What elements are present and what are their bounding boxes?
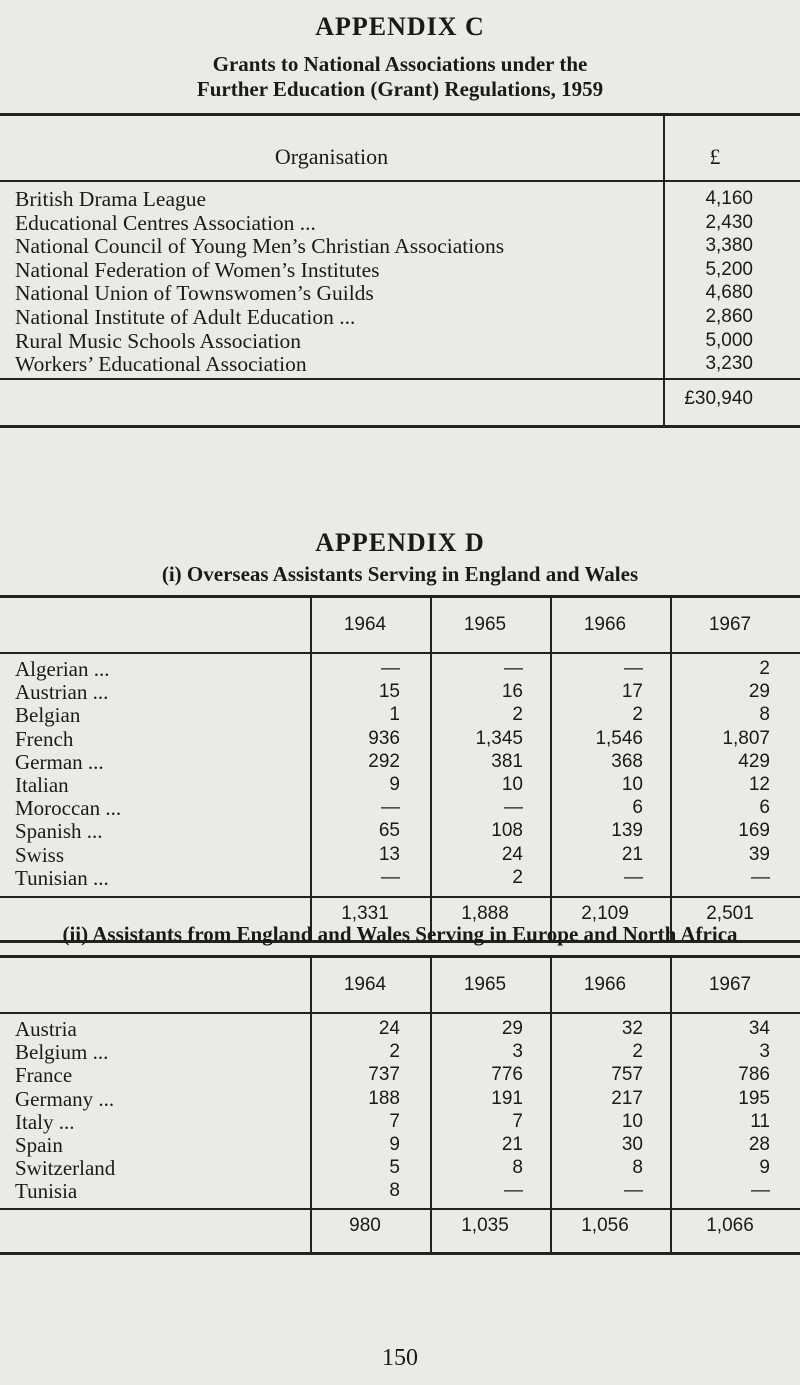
cell-value: 737 bbox=[368, 1064, 400, 1086]
appendix-c-subtitle-line2: Further Education (Grant) Regulations, 1959 bbox=[196, 77, 604, 101]
year-header: 1967 bbox=[708, 974, 752, 995]
row-label: Italian bbox=[15, 773, 69, 797]
cell-value: 139 bbox=[611, 820, 643, 842]
year-header: 1966 bbox=[583, 974, 627, 995]
cell-value: 39 bbox=[748, 843, 770, 865]
cell-value: — bbox=[381, 866, 400, 888]
cell-value: 7 bbox=[389, 1110, 400, 1132]
organisation-name: National Council of Young Men’s Christian Associations bbox=[15, 234, 505, 259]
cell-value: 10 bbox=[621, 774, 643, 795]
rule bbox=[0, 955, 800, 958]
cell-value: 9 bbox=[759, 1157, 770, 1179]
year-header: 1967 bbox=[708, 614, 752, 635]
rule bbox=[0, 180, 800, 182]
row-label: German ... bbox=[15, 749, 104, 774]
rule bbox=[0, 1208, 800, 1210]
column-total: 980 bbox=[349, 1215, 381, 1236]
cell-value: 30 bbox=[621, 1134, 643, 1155]
rule bbox=[0, 652, 800, 654]
cell-value: 6 bbox=[632, 797, 643, 819]
cell-value: — bbox=[504, 658, 523, 679]
cell-value: 21 bbox=[501, 1134, 523, 1155]
grant-amount: 5,000 bbox=[705, 329, 753, 351]
cell-value: 195 bbox=[738, 1087, 770, 1109]
row-label: France bbox=[15, 1063, 73, 1088]
cell-value: 1 bbox=[389, 704, 400, 726]
cell-value: 936 bbox=[368, 727, 400, 749]
rule bbox=[0, 1252, 800, 1255]
table1-caption: (i) Overseas Assistants Serving in England and Wales bbox=[161, 562, 639, 586]
column-total: 2,501 bbox=[706, 903, 754, 924]
cell-value: 757 bbox=[611, 1064, 643, 1086]
grant-amount: 3,380 bbox=[705, 235, 753, 257]
cell-value: 29 bbox=[501, 1018, 523, 1039]
row-label: Spain bbox=[15, 1133, 63, 1157]
cell-value: 3 bbox=[759, 1041, 770, 1063]
cell-value: 5 bbox=[389, 1157, 400, 1179]
rule bbox=[0, 595, 800, 598]
row-label: Italy ... bbox=[15, 1109, 75, 1134]
cell-value: 8 bbox=[389, 1180, 400, 1202]
cell-value: 2 bbox=[632, 1041, 643, 1063]
year-header: 1966 bbox=[583, 614, 627, 635]
row-label: Germany ... bbox=[15, 1086, 115, 1111]
cell-value: 429 bbox=[738, 750, 770, 772]
organisation-name: British Drama League bbox=[15, 187, 207, 211]
cell-value: 16 bbox=[501, 681, 523, 703]
cell-value: — bbox=[504, 1180, 523, 1202]
cell-value: 368 bbox=[611, 750, 643, 772]
appendix-c-title: APPENDIX C bbox=[315, 12, 485, 41]
column-total: 1,331 bbox=[341, 903, 389, 924]
cell-value: 188 bbox=[368, 1087, 400, 1109]
cell-value: 8 bbox=[512, 1157, 523, 1179]
cell-value: 24 bbox=[501, 843, 523, 865]
organisation-name: National Federation of Women’s Institutes bbox=[15, 257, 380, 282]
cell-value: 8 bbox=[759, 704, 770, 726]
cell-value: 29 bbox=[748, 681, 770, 703]
cell-value: 12 bbox=[748, 774, 770, 795]
cell-value: 3 bbox=[512, 1041, 523, 1063]
cell-value: 11 bbox=[750, 1110, 770, 1132]
appendix-c-subtitle-line1: Grants to National Associations under the bbox=[212, 52, 588, 76]
cell-value: — bbox=[624, 658, 643, 679]
row-label: Austrian ... bbox=[15, 680, 109, 705]
cell-value: 2 bbox=[512, 704, 523, 726]
row-label: Tunisia bbox=[15, 1179, 78, 1204]
column-header-amount: £ bbox=[709, 144, 721, 169]
organisation-name: National Institute of Adult Education ... bbox=[15, 305, 356, 329]
cell-value: 6 bbox=[759, 797, 770, 819]
column-total: 1,888 bbox=[461, 903, 509, 924]
cell-value: 1,345 bbox=[475, 727, 523, 749]
column-total: 2,109 bbox=[581, 903, 629, 924]
cell-value: 217 bbox=[611, 1087, 643, 1109]
cell-value: — bbox=[751, 1180, 770, 1202]
row-label: Belgian bbox=[15, 703, 81, 728]
cell-value: 292 bbox=[368, 750, 400, 772]
cell-value: 34 bbox=[748, 1018, 770, 1039]
rule bbox=[0, 113, 800, 116]
column-total: 1,066 bbox=[706, 1215, 754, 1236]
rule bbox=[0, 1012, 800, 1014]
cell-value: 24 bbox=[378, 1018, 400, 1039]
cell-value: 1,807 bbox=[722, 727, 770, 749]
cell-value: 10 bbox=[621, 1110, 643, 1132]
year-header: 1965 bbox=[463, 974, 507, 995]
table2-caption: (ii) Assistants from England and Wales Serving in Europe and North Africa bbox=[62, 922, 738, 946]
row-label: Austria bbox=[15, 1017, 77, 1041]
year-header: 1964 bbox=[343, 974, 387, 995]
row-label: Belgium ... bbox=[15, 1040, 109, 1065]
rule bbox=[0, 896, 800, 898]
year-header: 1964 bbox=[343, 614, 387, 635]
cell-value: 169 bbox=[738, 820, 770, 842]
cell-value: 108 bbox=[491, 820, 523, 842]
grant-amount: 3,230 bbox=[705, 353, 753, 375]
cell-value: 191 bbox=[491, 1087, 523, 1109]
cell-value: 8 bbox=[632, 1157, 643, 1179]
cell-value: — bbox=[381, 797, 400, 819]
column-header-organisation: Organisation bbox=[274, 144, 389, 169]
cell-value: 786 bbox=[738, 1064, 770, 1086]
cell-value: — bbox=[751, 866, 770, 888]
row-label: Spanish ... bbox=[15, 819, 103, 844]
cell-value: — bbox=[504, 797, 523, 819]
row-label: Moroccan ... bbox=[15, 796, 122, 821]
cell-value: 10 bbox=[501, 774, 523, 795]
cell-value: 15 bbox=[378, 681, 400, 703]
organisation-name: Educational Centres Association ... bbox=[15, 210, 316, 235]
grant-amount: 2,860 bbox=[705, 306, 753, 327]
cell-value: 17 bbox=[621, 681, 643, 703]
row-label: Algerian ... bbox=[15, 657, 110, 681]
cell-value: 2 bbox=[759, 658, 770, 679]
grant-amount: 5,200 bbox=[705, 258, 753, 280]
grant-amount: 2,430 bbox=[705, 211, 753, 233]
row-label: Switzerland bbox=[15, 1156, 116, 1181]
grant-amount: 4,680 bbox=[705, 282, 753, 304]
row-label: Swiss bbox=[15, 842, 65, 867]
cell-value: 9 bbox=[389, 774, 400, 795]
cell-value: 776 bbox=[491, 1064, 523, 1086]
cell-value: 381 bbox=[491, 750, 523, 772]
cell-value: 9 bbox=[389, 1134, 400, 1155]
rule bbox=[0, 425, 800, 428]
cell-value: 32 bbox=[621, 1018, 643, 1039]
year-header: 1965 bbox=[463, 614, 507, 635]
cell-value: 2 bbox=[632, 704, 643, 726]
organisation-name: Workers’ Educational Association bbox=[15, 352, 307, 377]
cell-value: — bbox=[624, 1180, 643, 1202]
row-label: French bbox=[15, 726, 74, 751]
organisation-name: Rural Music Schools Association bbox=[15, 328, 302, 353]
cell-value: 28 bbox=[748, 1134, 770, 1155]
cell-value: 2 bbox=[389, 1041, 400, 1063]
cell-value: 65 bbox=[378, 820, 400, 842]
appendix-d-title: APPENDIX D bbox=[315, 528, 485, 557]
column-total: 1,035 bbox=[461, 1215, 509, 1236]
cell-value: 1,546 bbox=[595, 727, 643, 749]
column-total: 1,056 bbox=[581, 1215, 629, 1236]
page-number: 150 bbox=[382, 1345, 418, 1371]
grant-amount: 4,160 bbox=[705, 188, 753, 209]
cell-value: — bbox=[624, 866, 643, 888]
cell-value: — bbox=[381, 658, 400, 679]
cell-value: 21 bbox=[621, 843, 643, 865]
cell-value: 2 bbox=[512, 866, 523, 888]
cell-value: 13 bbox=[378, 843, 400, 865]
appendix-c-total: £30,940 bbox=[684, 388, 753, 409]
rule bbox=[0, 378, 800, 380]
row-label: Tunisian ... bbox=[15, 865, 109, 890]
cell-value: 7 bbox=[512, 1110, 523, 1132]
organisation-name: National Union of Townswomen’s Guilds bbox=[15, 281, 374, 306]
